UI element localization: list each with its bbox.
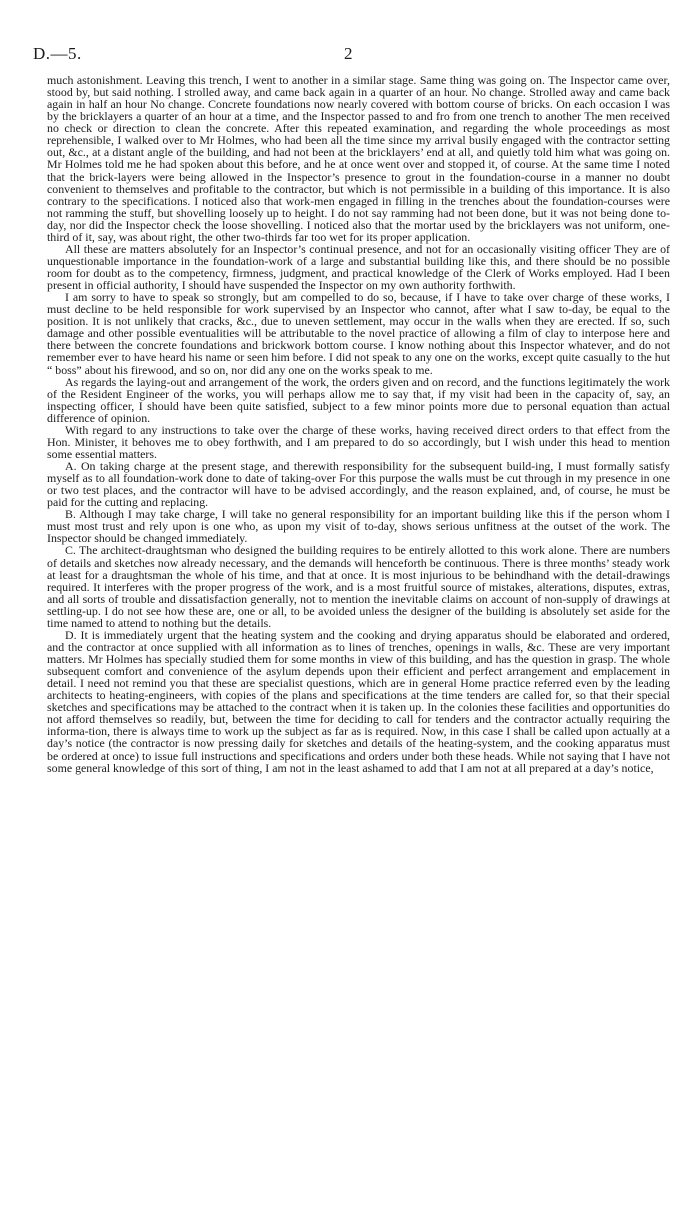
paragraph-point-c: C. The architect-draughtsman who designed the building requires to be entirely allotted to this work alone. There are numbers of details and sketches now already necessary, and the demands will henceforth be continuous. There is three months’ steady work at least for a draughtsman the whole of his time, and that at once. It is most injurious to be behindhand with the detail-drawings required. It interferes with the proper progress of the work, and is a most fruitful source of mistakes, alterations, disputes, extras, and all sorts of trouble and dissatisfaction generally, not to mention the inevitable claims on account of non-supply of drawings at settling-up. I do not see how these are, one or all, to be avoided unless the designer of the building is absolutely set aside for the time named to attend to nothing but the details. (47, 543, 670, 630)
paragraph-laying-out: As regards the laying-out and arrangement of the work, the orders given and on record, and the functions legitimately the work of the Resident Engineer of the works, you will perhaps allow me to say that, if my visit had been in the capacity of, say, an inspecting officer, I should have been quite satisfied, subject to a few minor points more due to personal equation than actual difference of opinion. (47, 374, 670, 425)
paragraph-point-a: A. On taking charge at the present stage, and therewith responsibility for the subsequent build-ing, I must formally satisfy myself as to all foundation-work done to date of taking-over For this purpose the walls must be cut through in my presence in one or two test places, and the contractor will have to be advised accordingly, and the reason explained, and, of course, he must be paid for the cutting and replacing. (47, 459, 670, 510)
page-number: 2 (344, 44, 353, 63)
page-header (33, 44, 670, 74)
paragraph-point-b: B. Although I may take charge, I will take no general responsibility for an important building like this if the person whom I must most trust and rely upon is one who, as upon my visit of to-day, shows serious unfitness at the outset of the work. The Inspector should be changed immediately. (47, 507, 670, 546)
paragraph-point-d: D. It is immediately urgent that the heating system and the cooking and drying apparatus should be elaborated and ordered, and the contractor at once supplied with all information as to lines of trenches, openings in walls, &c. These are very important matters. Mr Holmes has specially studied them for some months in view of this building, and has the question in grasp. The whole subsequent comfort and convenience of the asylum depends upon their efficient and perfect arrangement and emplacement in detail. I need not remind you that these are specialist questions, which are in general Home practice referred even by the leading architects to heating-engineers, with copies of the plans and specifications at the time tenders are called for, so that their special sketches and specifications may be attached to the contract when it is taken up. In the colonies these facilities and opportunities do not afford themselves so readily, but, between the time for deciding to call for tenders and the contractor actually requiring the informa-tion, there is always time to work up the subject as far as is required. Now, in this case I shall be called upon actually at a day’s notice (the contractor is now pressing daily for sketches and details of the heating-system, and the cooking apparatus must be ordered at once) to issue full instructions and specifications and orders under both these heads. While not saying that I have not some general knowledge of this sort of thing, I am not in the least ashamed to add that I am not at all prepared at a day’s notice, (47, 627, 670, 775)
paragraph-continuation: much astonishment. Leaving this trench, I went to another in a similar stage. Same thing was going on. The Inspector came over, stood by, but said nothing. I strolled away, and came back again in a quarter of an hour. No change. Strolled away and came back again in half an hour No change. Concrete foundations now nearly covered with bottom course of bricks. On each occasion I was by the bricklayers a quarter of an hour at a time, and the Inspector passed to and fro from one trench to another The men received no check or direction to clean the concrete. After this repeated examination, and regarding the whole proceedings as most reprehensible, I walked over to Mr Holmes, who had been all the time since my arrival busily engaged with the contractor setting out, &c., at a distant angle of the building, and had not been at the bricklayers’ end at all, and quietly told him what was going on. Mr Holmes told me he had spoken about this before, and he at once went over and stopped it, of course. At the same time I noted that the brick-layers were being allowed in the Inspector’s presence to grout in the foundation-course in a manner no doubt convenient to themselves and profitable to the contractor, but which is not permissible in a building of this importance. It is also contrary to the specifications. I noticed also that work-men engaged in filling in the trenches about the foundation-courses were not ramming the stuff, but shovelling loosely up to height. I do not say ramming had not been done, but it was not being done to-day, nor did the Inspector check the loose shovelling. I noticed also that the mortar used by the bricklayers was not uniform, one-third of it, say, was about right, the other two-thirds far too wet for its proper application. (47, 73, 670, 244)
paragraph-inspector-presence: All these are matters absolutely for an Inspector’s continual presence, and not for an occasionally visiting officer They are of unquestionable importance in the foundation-work of a large and substantial building like this, and there should be no possible room for doubt as to the competency, firmness, judgment, and practical knowledge of the Clerk of Works employed. Had I been present in official authority, I should have suspended the Inspector on my own authority forthwith. (47, 241, 670, 293)
paragraph-responsibility: I am sorry to have to speak so strongly, but am compelled to do so, because, if I have to take over charge of these works, I must decline to be held responsible for work supervised by an Inspector who cannot, after what I saw to-day, be equal to the position. It is not unlikely that cracks, &c., due to uneven settlement, may occur in the walls when they are erected. If so, such damage and other possible eventualities will be attributable to the novel practice of allowing a film of clay to interpose here and there between the concrete foundations and brickwork bottom course. I know nothing about this Inspector whatever, and do not remember ever to have heard his name or seen him before. I did not speak to any one on the works, except quite casually to the hut “ boss” about his firewood, and so on, nor did any one on the works speak to me. (47, 290, 670, 377)
document-body (47, 74, 670, 774)
paragraph-instructions: With regard to any instructions to take over the charge of these works, having received direct orders to that effect from the Hon. Minister, it behoves me to obey forthwith, and I am prepared to do so accordingly, but I wish under this head to mention some essential matters. (47, 422, 670, 461)
document-reference: D.—5. (33, 44, 82, 63)
